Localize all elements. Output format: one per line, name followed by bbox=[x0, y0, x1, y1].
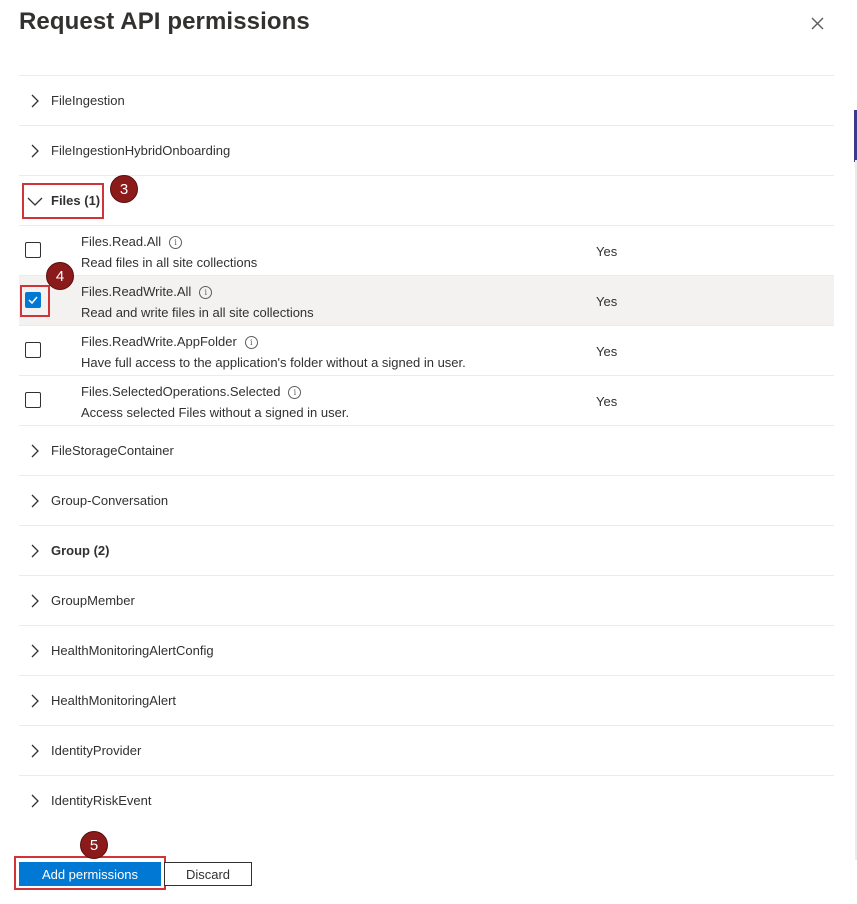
info-icon[interactable]: i bbox=[288, 386, 301, 399]
group-row-group[interactable] bbox=[19, 526, 834, 576]
chevron-right-icon bbox=[27, 543, 43, 559]
group-label: HealthMonitoringAlert bbox=[51, 693, 177, 708]
permission-description: Access selected Files without a signed in user. bbox=[81, 405, 350, 420]
info-icon[interactable]: i bbox=[169, 236, 182, 249]
group-row-fileingestion[interactable] bbox=[19, 76, 834, 126]
chevron-right-icon bbox=[27, 493, 43, 509]
highlight-box-checkbox bbox=[20, 285, 50, 317]
admin-consent-value: Yes bbox=[596, 294, 618, 309]
chevron-right-icon bbox=[27, 93, 43, 109]
group-label: IdentityRiskEvent bbox=[51, 793, 152, 808]
discard-button[interactable]: Discard bbox=[164, 862, 252, 886]
permission-name: Files.SelectedOperations.Selected i bbox=[81, 384, 301, 400]
chevron-right-icon bbox=[27, 643, 43, 659]
permission-description: Have full access to the application's folder without a signed in user. bbox=[81, 355, 466, 370]
info-icon[interactable]: i bbox=[245, 336, 258, 349]
admin-consent-value: Yes bbox=[596, 344, 618, 359]
group-row-groupmember[interactable] bbox=[19, 576, 834, 626]
permissions-list bbox=[19, 75, 834, 809]
group-label: Group-Conversation bbox=[51, 493, 169, 508]
step-badge-5: 5 bbox=[80, 831, 108, 859]
group-label: FileIngestion bbox=[51, 93, 125, 108]
group-label: Group (2) bbox=[51, 543, 110, 558]
permission-description: Read and write files in all site collections bbox=[81, 305, 314, 320]
group-row-files[interactable] bbox=[19, 176, 834, 226]
group-row-identityprovider[interactable] bbox=[19, 726, 834, 776]
chevron-right-icon bbox=[27, 443, 43, 459]
group-row-healthmonitoringalertconfig[interactable] bbox=[19, 626, 834, 676]
permission-row-files-readwrite-all[interactable] bbox=[19, 276, 834, 326]
group-row-healthmonitoringalert[interactable] bbox=[19, 676, 834, 726]
group-row-filestoragecontainer[interactable] bbox=[19, 426, 834, 476]
group-label: FileIngestionHybridOnboarding bbox=[51, 143, 231, 158]
permission-checkbox[interactable] bbox=[25, 342, 41, 358]
chevron-right-icon bbox=[27, 143, 43, 159]
panel-title: Request API permissions bbox=[19, 8, 310, 35]
highlight-box-files-group bbox=[22, 183, 104, 219]
permission-row-files-readwrite-appfolder[interactable] bbox=[19, 326, 834, 376]
permission-name: Files.Read.All i bbox=[81, 234, 182, 250]
admin-consent-value: Yes bbox=[596, 394, 618, 409]
close-icon[interactable] bbox=[806, 12, 828, 34]
permission-name: Files.ReadWrite.AppFolder i bbox=[81, 334, 258, 350]
info-icon[interactable]: i bbox=[199, 286, 212, 299]
step-badge-4: 4 bbox=[46, 262, 74, 290]
permission-row-files-selectedoperations-selected[interactable] bbox=[19, 376, 834, 426]
group-label: GroupMember bbox=[51, 593, 135, 608]
chevron-right-icon bbox=[27, 743, 43, 759]
group-label: IdentityProvider bbox=[51, 743, 142, 758]
group-row-identityriskevent[interactable] bbox=[19, 776, 834, 809]
step-badge-3: 3 bbox=[110, 175, 138, 203]
chevron-right-icon bbox=[27, 793, 43, 809]
group-row-group-conversation[interactable] bbox=[19, 476, 834, 526]
group-label: FileStorageContainer bbox=[51, 443, 174, 458]
permission-name: Files.ReadWrite.All i bbox=[81, 284, 212, 300]
add-permissions-button[interactable]: Add permissions bbox=[19, 862, 161, 886]
permission-checkbox[interactable] bbox=[25, 242, 41, 258]
group-label: HealthMonitoringAlertConfig bbox=[51, 643, 214, 658]
permission-row-files-read-all[interactable] bbox=[19, 226, 834, 276]
admin-consent-value: Yes bbox=[596, 244, 618, 259]
permission-checkbox[interactable] bbox=[25, 392, 41, 408]
group-label: Files (1) bbox=[51, 193, 101, 208]
chevron-right-icon bbox=[27, 693, 43, 709]
permission-description: Read files in all site collections bbox=[81, 255, 258, 270]
group-row-fileingestionhybridonboarding[interactable] bbox=[19, 126, 834, 176]
chevron-right-icon bbox=[27, 593, 43, 609]
